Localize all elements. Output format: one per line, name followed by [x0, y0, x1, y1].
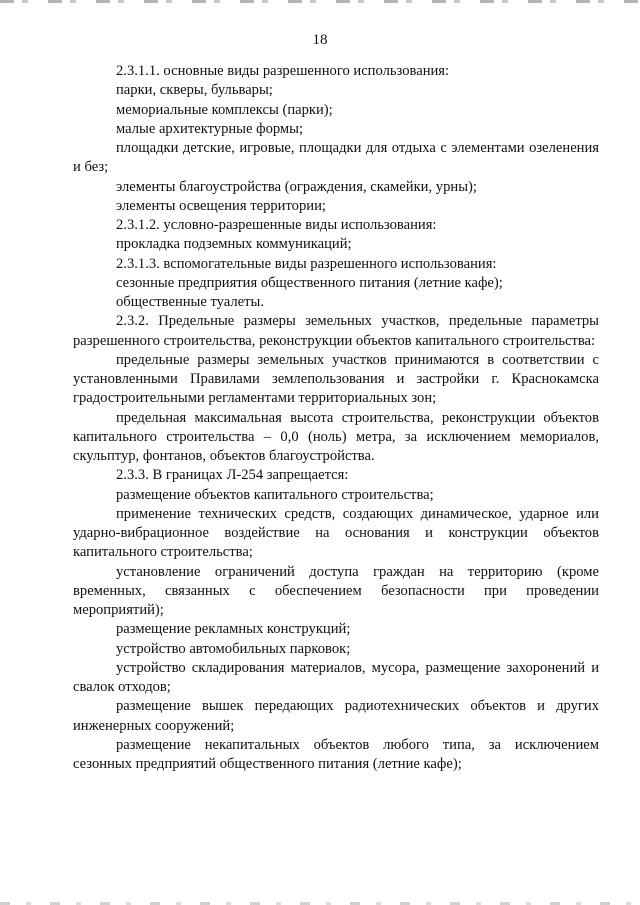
paragraph-2-3-1-1-heading: 2.3.1.1. основные виды разрешенного использования:: [116, 63, 450, 79]
paragraph-temporary-objects: размещение некапитальных объектов любого типа, за исключением сезонных предприятий общественного питания (летние кафе);: [73, 736, 599, 772]
paragraph-storage: устройство складирования материалов, мусора, размещение захоронений и свалок отходов;: [73, 659, 599, 695]
document-body: [73, 62, 599, 774]
paragraph-technical-means: применение технических средств, создающих динамическое, ударное или ударно-вибрационное воздействие на основания и конструкции объектов капитального строительства;: [73, 505, 599, 561]
paragraph-seasonal-catering: сезонные предприятия общественного питания (летние кафе);: [116, 274, 503, 291]
paragraph-2-3-2-heading: 2.3.2. Предельные размеры земельных участков, предельные параметры разрешенного строительства, реконструкции объектов капитального строительства:: [73, 313, 599, 349]
paragraph-lighting: элементы освещения территории;: [116, 197, 326, 214]
paragraph-capital-construction: размещение объектов капитального строительства;: [116, 486, 434, 503]
paragraph-parking: устройство автомобильных парковок;: [116, 640, 351, 657]
paragraph-public-toilets: общественные туалеты.: [116, 294, 264, 310]
paragraph-advertising: размещение рекламных конструкций;: [116, 621, 351, 638]
paragraph-parks: парки, скверы, бульвары;: [116, 82, 273, 99]
paragraph-max-height: предельная максимальная высота строительства, реконструкции объектов капитального строительства – 0,0 (ноль) метра, за исключением мемориалов, скульптур, фонтанов, объектов благоустройства.: [73, 409, 599, 464]
paragraph-underground-utilities: прокладка подземных коммуникаций;: [116, 236, 352, 253]
scan-edge-top: [0, 0, 640, 3]
paragraph-improvement-elements: элементы благоустройства (ограждения, скамейки, урны);: [116, 178, 477, 195]
paragraph-2-3-1-2-heading: 2.3.1.2. условно-разрешенные виды использования:: [116, 217, 437, 233]
paragraph-access-restrictions: установление ограничений доступа граждан на территорию (кроме временных, связанных с обеспечением безопасности при проведении мероприятий);: [73, 563, 599, 618]
paragraph-memorials: мемориальные комплексы (парки);: [116, 101, 333, 118]
page-number: 18: [312, 32, 328, 48]
paragraph-small-forms: малые архитектурные формы;: [116, 120, 304, 137]
paragraph-towers: размещение вышек передающих радиотехнических объектов и других инженерных сооружений;: [73, 698, 599, 734]
paragraph-2-3-1-3-heading: 2.3.1.3. вспомогательные виды разрешенного использования:: [116, 255, 497, 272]
paragraph-2-3-3-heading: 2.3.3. В границах Л-254 запрещается:: [116, 467, 349, 484]
paragraph-playgrounds: площадки детские, игровые, площадки для отдыха с элементами озеленения и без;: [73, 140, 599, 176]
paragraph-plot-sizes: предельные размеры земельных участков принимаются в соответствии с установленными Правилами землепользования и застройки г. Краснокамска градостроительными регламентами территориальных зон;: [73, 351, 599, 407]
